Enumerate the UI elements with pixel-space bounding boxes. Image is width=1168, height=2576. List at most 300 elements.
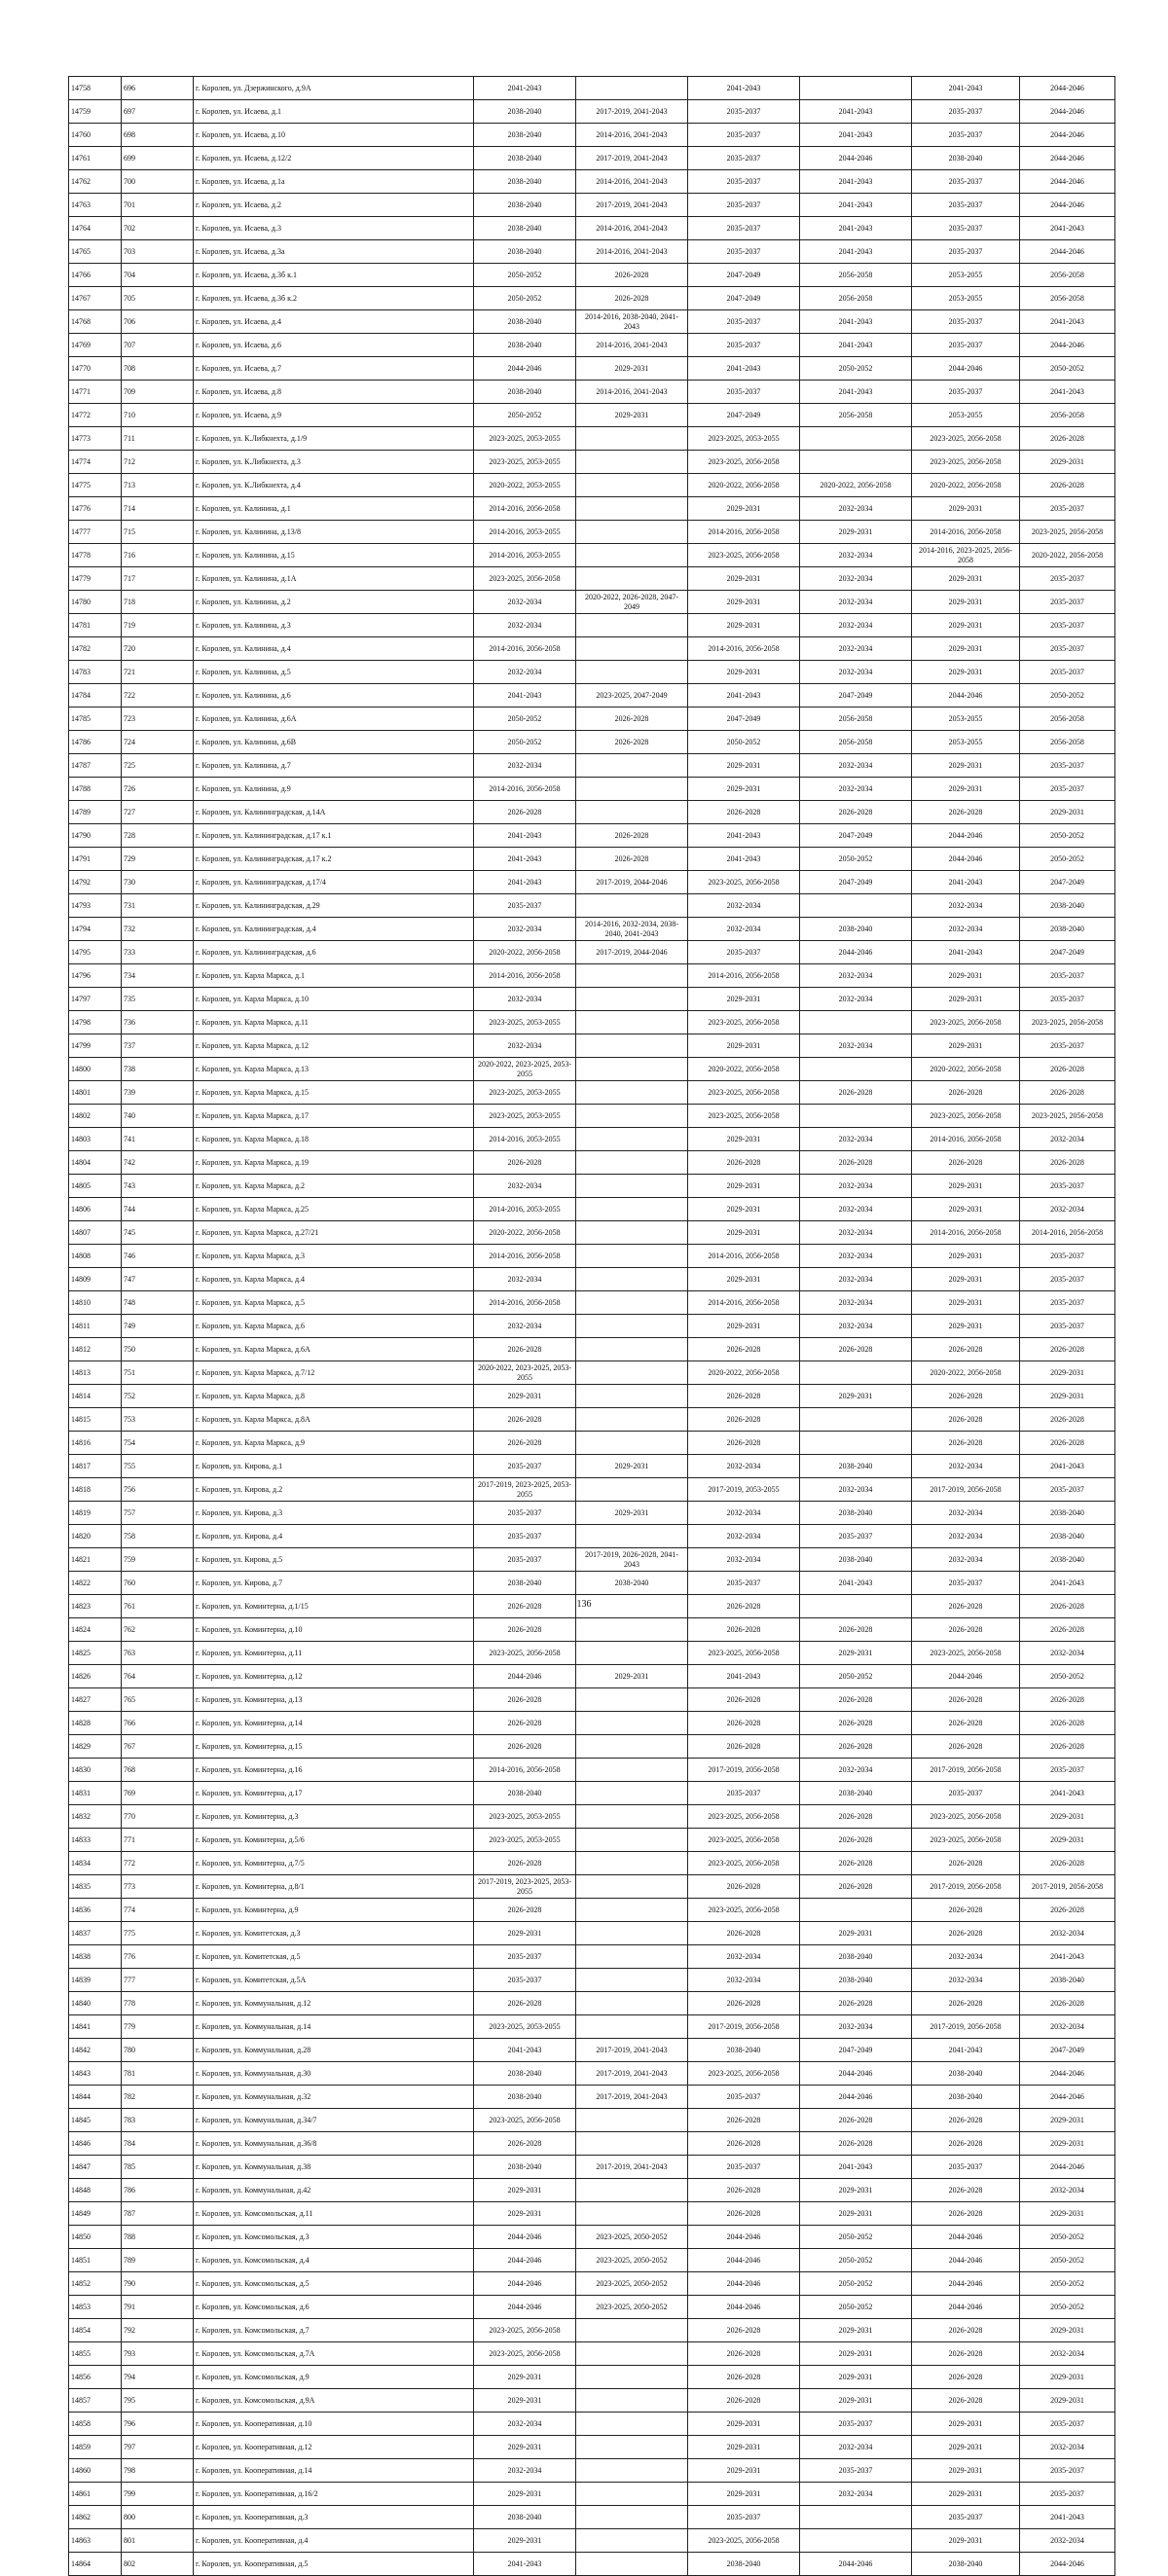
table-cell: 2029-2031 [688, 988, 800, 1011]
table-cell: 2053-2055 [912, 707, 1020, 731]
table-cell: 14768 [69, 310, 122, 334]
table-cell: г. Королев, ул. Комсомольская, д.3 [194, 2226, 474, 2249]
table-cell [576, 544, 688, 567]
table-cell: 2026-2028 [800, 1338, 912, 1361]
table-cell: 742 [122, 1151, 194, 1175]
table-cell: 2014-2016, 2056-2058 [912, 1128, 1020, 1151]
table-cell: 2032-2034 [912, 894, 1020, 918]
table-cell: 2044-2046 [1020, 100, 1115, 124]
table-cell: 2029-2031 [1020, 1805, 1115, 1829]
table-cell: г. Королев, ул. Карла Маркса, д.6 [194, 1315, 474, 1338]
table-row [69, 2319, 1115, 2342]
table-cell: 2026-2028 [1020, 474, 1115, 497]
table-cell: 2029-2031 [474, 2202, 576, 2226]
table-cell: 2026-2028 [688, 1688, 800, 1712]
table-cell: 2026-2028 [688, 1922, 800, 1945]
table-row [69, 824, 1115, 848]
table-cell: 2056-2058 [800, 264, 912, 287]
table-cell: 2029-2031 [1020, 1361, 1115, 1385]
table-cell: 2029-2031 [688, 1175, 800, 1198]
table-cell [800, 894, 912, 918]
table-cell: 2044-2046 [800, 2553, 912, 2576]
table-cell: 2023-2025, 2056-2058 [688, 2062, 800, 2086]
table-cell: 759 [122, 1548, 194, 1572]
table-cell: 2020-2022, 2056-2058 [912, 1361, 1020, 1385]
table-cell: 2041-2043 [1020, 1782, 1115, 1805]
table-cell [576, 2436, 688, 2459]
table-cell: 2029-2031 [474, 2483, 576, 2506]
table-cell [576, 1175, 688, 1198]
table-cell: 14766 [69, 264, 122, 287]
table-cell: 2047-2049 [1020, 871, 1115, 894]
table-cell: 14858 [69, 2413, 122, 2436]
table-cell: 2029-2031 [688, 567, 800, 591]
table-cell: 2014-2016, 2038-2040, 2041-2043 [576, 310, 688, 334]
table-cell: 2029-2031 [688, 2483, 800, 2506]
table-cell [576, 1432, 688, 1455]
table-row [69, 1268, 1115, 1291]
table-cell [800, 1011, 912, 1034]
table-cell: 2035-2037 [688, 1572, 800, 1595]
table-cell [800, 1432, 912, 1455]
table-cell: 2041-2043 [474, 2553, 576, 2576]
table-cell: 2029-2031 [688, 1128, 800, 1151]
table-cell: 14811 [69, 1315, 122, 1338]
table-cell: 14780 [69, 591, 122, 614]
table-cell: 2044-2046 [474, 357, 576, 381]
table-cell: 14861 [69, 2483, 122, 2506]
table-cell: 2026-2028 [1020, 1735, 1115, 1759]
table-cell: 2023-2025, 2056-2058 [688, 871, 800, 894]
table-cell: 2056-2058 [800, 707, 912, 731]
table-cell: 744 [122, 1198, 194, 1221]
table-cell: 696 [122, 77, 194, 100]
table-cell: 2041-2043 [800, 217, 912, 240]
table-cell: 2029-2031 [912, 497, 1020, 521]
table-cell: 14788 [69, 778, 122, 801]
table-cell: 2029-2031 [688, 1315, 800, 1338]
table-cell: 2026-2028 [800, 1992, 912, 2015]
table-cell [576, 2202, 688, 2226]
table-cell: 2026-2028 [800, 801, 912, 824]
table-cell: 2050-2052 [1020, 357, 1115, 381]
table-cell: 2014-2016, 2023-2025, 2056-2058 [912, 544, 1020, 567]
table-cell: г. Королев, ул. Карла Маркса, д.27/21 [194, 1221, 474, 1245]
table-cell: 782 [122, 2086, 194, 2109]
table-cell: 2020-2022, 2056-2058 [688, 1361, 800, 1385]
table-cell: 2026-2028 [912, 1688, 1020, 1712]
table-cell: 2041-2043 [1020, 1945, 1115, 1969]
table-cell: г. Королев, ул. Кооперативная, д.3 [194, 2506, 474, 2529]
table-cell: г. Королев, ул. Исаева, д.4 [194, 310, 474, 334]
table-cell: 731 [122, 894, 194, 918]
table-cell: 2029-2031 [800, 1642, 912, 1665]
table-cell [576, 1759, 688, 1782]
table-cell: 2035-2037 [912, 1572, 1020, 1595]
table-cell: 2038-2040 [1020, 1525, 1115, 1548]
table-cell: г. Королев, ул. Коммунальная, д.12 [194, 1992, 474, 2015]
table-cell: г. Королев, ул. Калинина, д.1А [194, 567, 474, 591]
table-cell: 2026-2028 [912, 1735, 1020, 1759]
table-cell: 2044-2046 [474, 2272, 576, 2296]
table-row [69, 731, 1115, 754]
table-cell: 14763 [69, 194, 122, 217]
table-cell: 2041-2043 [800, 334, 912, 357]
table-cell: 2035-2037 [1020, 591, 1115, 614]
table-cell: г. Королев, ул. Коминтерна, д.8/1 [194, 1875, 474, 1899]
table-cell: 2023-2025, 2053-2055 [474, 451, 576, 474]
table-cell: 2029-2031 [474, 2436, 576, 2459]
table-cell: г. Королев, ул. Исаева, д.7 [194, 357, 474, 381]
table-cell [576, 2366, 688, 2389]
table-cell [800, 1408, 912, 1432]
table-cell: 2023-2025, 2053-2055 [474, 1105, 576, 1128]
table-cell: г. Королев, ул. Кирова, д.3 [194, 1502, 474, 1525]
table-cell: 14771 [69, 381, 122, 404]
table-cell: 14846 [69, 2132, 122, 2156]
table-cell: 2044-2046 [474, 1665, 576, 1688]
table-cell: 2029-2031 [800, 1922, 912, 1945]
table-cell: 768 [122, 1759, 194, 1782]
table-cell: 2020-2022, 2053-2055 [474, 474, 576, 497]
table-row [69, 1875, 1115, 1899]
table-cell: 2044-2046 [912, 848, 1020, 871]
table-cell: 2047-2049 [688, 264, 800, 287]
table-cell: г. Королев, ул. Калинина, д.7 [194, 754, 474, 778]
table-cell [576, 1875, 688, 1899]
table-cell: 2050-2052 [1020, 2296, 1115, 2319]
table-cell: 2026-2028 [800, 1829, 912, 1852]
table-cell: 2026-2028 [1020, 1618, 1115, 1642]
table-cell: 2032-2034 [474, 754, 576, 778]
table-cell: 14863 [69, 2529, 122, 2553]
table-cell: 2032-2034 [688, 1945, 800, 1969]
table-cell: 2032-2034 [688, 918, 800, 941]
table-cell: 2026-2028 [474, 2132, 576, 2156]
table-row [69, 1665, 1115, 1688]
table-cell: 778 [122, 1992, 194, 2015]
table-cell: г. Королев, ул. Калинина, д.3 [194, 614, 474, 637]
table-row [69, 2553, 1115, 2576]
table-cell: 2041-2043 [800, 194, 912, 217]
table-cell: 14809 [69, 1268, 122, 1291]
table-cell: 2029-2031 [688, 1221, 800, 1245]
table-cell: 2032-2034 [474, 918, 576, 941]
table-cell: 2032-2034 [800, 1759, 912, 1782]
table-cell: 2038-2040 [474, 381, 576, 404]
table-cell: 2044-2046 [800, 2086, 912, 2109]
table-cell: 2038-2040 [474, 2062, 576, 2086]
table-cell: 2044-2046 [912, 2226, 1020, 2249]
table-cell [576, 2413, 688, 2436]
table-cell: 2035-2037 [688, 240, 800, 264]
table-cell: 2035-2037 [800, 1525, 912, 1548]
table-cell: 796 [122, 2413, 194, 2436]
table-cell: 2023-2025, 2050-2052 [576, 2249, 688, 2272]
table-cell: 14802 [69, 1105, 122, 1128]
table-row [69, 988, 1115, 1011]
table-cell: 713 [122, 474, 194, 497]
table-cell: 2032-2034 [800, 1221, 912, 1245]
table-cell: 2032-2034 [474, 661, 576, 684]
table-cell: 2026-2028 [688, 2179, 800, 2202]
table-cell: 802 [122, 2553, 194, 2576]
table-cell: 746 [122, 1245, 194, 1268]
table-cell: г. Королев, ул. Кооперативная, д.14 [194, 2459, 474, 2483]
table-cell: 2035-2037 [474, 1548, 576, 1572]
table-cell: 753 [122, 1408, 194, 1432]
table-cell: 2041-2043 [800, 124, 912, 147]
table-cell: 14852 [69, 2272, 122, 2296]
table-cell: 2041-2043 [1020, 1572, 1115, 1595]
table-cell [576, 964, 688, 988]
table-cell: г. Королев, ул. Коммунальная, д.34/7 [194, 2109, 474, 2132]
table-cell [576, 2506, 688, 2529]
table-cell: 783 [122, 2109, 194, 2132]
table-cell: 14814 [69, 1385, 122, 1408]
table-row [69, 334, 1115, 357]
table-cell: 2023-2025, 2056-2058 [474, 2109, 576, 2132]
table-cell: 2029-2031 [912, 591, 1020, 614]
table-cell: 14782 [69, 637, 122, 661]
table-cell: 2038-2040 [912, 2086, 1020, 2109]
table-cell: 2023-2025, 2056-2058 [474, 567, 576, 591]
table-cell: 2035-2037 [1020, 754, 1115, 778]
table-cell: 2023-2025, 2056-2058 [1020, 521, 1115, 544]
table-cell: 2029-2031 [474, 2389, 576, 2413]
table-cell: 2032-2034 [800, 637, 912, 661]
table-cell: г. Королев, ул. Калинина, д.6В [194, 731, 474, 754]
table-cell: 2032-2034 [800, 1128, 912, 1151]
table-cell: 700 [122, 170, 194, 194]
table-cell: 2029-2031 [912, 637, 1020, 661]
table-cell: 2014-2016, 2056-2058 [688, 1245, 800, 1268]
table-cell: г. Королев, ул. Коминтерна, д.5/6 [194, 1829, 474, 1852]
table-cell: 2047-2049 [800, 824, 912, 848]
table-cell: 14803 [69, 1128, 122, 1151]
table-cell: г. Королев, ул. Коминтерна, д.10 [194, 1618, 474, 1642]
table-cell: 2044-2046 [1020, 147, 1115, 170]
table-cell: 705 [122, 287, 194, 310]
table-cell: 14859 [69, 2436, 122, 2459]
table-cell: 740 [122, 1105, 194, 1128]
table-cell: 2026-2028 [912, 1081, 1020, 1105]
table-cell: г. Королев, ул. Кирова, д.1 [194, 1455, 474, 1478]
table-cell: 787 [122, 2202, 194, 2226]
table-cell: 2023-2025, 2053-2055 [474, 1829, 576, 1852]
table-cell: 14845 [69, 2109, 122, 2132]
table-cell: г. Королев, ул. Коммунальная, д.42 [194, 2179, 474, 2202]
table-cell: 14851 [69, 2249, 122, 2272]
table-cell: 2026-2028 [576, 287, 688, 310]
table-cell: 2026-2028 [576, 731, 688, 754]
table-cell: 14838 [69, 1945, 122, 1969]
table-cell: 2029-2031 [800, 2342, 912, 2366]
table-cell: г. Королев, ул. Коминтерна, д.15 [194, 1735, 474, 1759]
table-cell [576, 521, 688, 544]
table-cell: г. Королев, ул. Карла Маркса, д.6А [194, 1338, 474, 1361]
table-cell: 2044-2046 [474, 2249, 576, 2272]
table-cell: г. Королев, ул. Калинина, д.4 [194, 637, 474, 661]
table-cell: 739 [122, 1081, 194, 1105]
table-cell: 2026-2028 [1020, 1595, 1115, 1618]
table-cell: 2032-2034 [688, 1455, 800, 1478]
table-cell: 2038-2040 [474, 170, 576, 194]
table-cell: 703 [122, 240, 194, 264]
table-cell: 779 [122, 2015, 194, 2039]
table-cell: 2026-2028 [1020, 1338, 1115, 1361]
table-cell: 14835 [69, 1875, 122, 1899]
table-cell: 2032-2034 [1020, 2342, 1115, 2366]
table-cell: 2050-2052 [474, 404, 576, 427]
table-cell: 2017-2019, 2056-2058 [912, 1875, 1020, 1899]
table-cell: 2038-2040 [474, 124, 576, 147]
table-cell: 2038-2040 [1020, 1548, 1115, 1572]
table-cell: 2026-2028 [912, 2366, 1020, 2389]
table-cell [576, 1735, 688, 1759]
table-cell: 2017-2019, 2053-2055 [688, 1478, 800, 1502]
table-cell: г. Королев, ул. Калинина, д.13/8 [194, 521, 474, 544]
table-cell: 2014-2016, 2056-2058 [912, 1221, 1020, 1245]
table-cell: 792 [122, 2319, 194, 2342]
table-cell: 2029-2031 [688, 2436, 800, 2459]
table-cell: 2026-2028 [912, 1338, 1020, 1361]
table-cell: 14796 [69, 964, 122, 988]
table-cell: 2041-2043 [912, 2039, 1020, 2062]
table-cell: 2041-2043 [800, 240, 912, 264]
table-cell: г. Королев, ул. Калинина, д.5 [194, 661, 474, 684]
table-cell: 752 [122, 1385, 194, 1408]
table-cell: 2041-2043 [474, 848, 576, 871]
table-cell: 2035-2037 [912, 2156, 1020, 2179]
table-cell: 2026-2028 [1020, 1408, 1115, 1432]
table-cell: 2050-2052 [800, 2249, 912, 2272]
table-cell: 2029-2031 [688, 497, 800, 521]
table-cell: 2020-2022, 2023-2025, 2053-2055 [474, 1361, 576, 1385]
table-row [69, 194, 1115, 217]
table-cell: 2026-2028 [688, 1712, 800, 1735]
table-row [69, 754, 1115, 778]
table-cell: 2032-2034 [800, 2015, 912, 2039]
table-cell: 2026-2028 [800, 2109, 912, 2132]
table-cell: 2017-2019, 2044-2046 [576, 871, 688, 894]
table-cell: 2029-2031 [688, 778, 800, 801]
table-cell: 2023-2025, 2056-2058 [688, 451, 800, 474]
table-cell: 2029-2031 [1020, 2366, 1115, 2389]
table-cell [576, 2342, 688, 2366]
table-row [69, 2132, 1115, 2156]
table-cell: 14857 [69, 2389, 122, 2413]
table-row [69, 544, 1115, 567]
table-cell: 2029-2031 [474, 2366, 576, 2389]
table-cell: 2044-2046 [1020, 124, 1115, 147]
table-cell: 14776 [69, 497, 122, 521]
table-cell: 727 [122, 801, 194, 824]
table-row [69, 1759, 1115, 1782]
table-row [69, 1618, 1115, 1642]
table-cell: г. Королев, ул. Коминтерна, д.7/5 [194, 1852, 474, 1875]
table-cell [576, 1245, 688, 1268]
table-row [69, 2366, 1115, 2389]
table-cell: 2029-2031 [912, 2459, 1020, 2483]
table-cell: 2056-2058 [1020, 287, 1115, 310]
table-cell: 2041-2043 [474, 684, 576, 707]
table-cell: 2044-2046 [912, 2296, 1020, 2319]
table-row [69, 707, 1115, 731]
table-cell: 729 [122, 848, 194, 871]
table-cell: 745 [122, 1221, 194, 1245]
table-cell: 761 [122, 1595, 194, 1618]
table-cell: 2026-2028 [912, 1852, 1020, 1875]
table-cell: 2056-2058 [800, 731, 912, 754]
table-cell: г. Королев, ул. Карла Маркса, д.18 [194, 1128, 474, 1151]
table-cell: 2029-2031 [576, 1455, 688, 1478]
table-cell: 2035-2037 [800, 2459, 912, 2483]
table-cell: г. Королев, ул. Исаева, д.3 [194, 217, 474, 240]
table-cell: 2026-2028 [474, 1432, 576, 1455]
table-cell: 2035-2037 [688, 381, 800, 404]
table-cell: 2017-2019, 2056-2058 [688, 2015, 800, 2039]
table-cell: 2032-2034 [912, 1548, 1020, 1572]
table-cell: 732 [122, 918, 194, 941]
table-cell: 2029-2031 [474, 1385, 576, 1408]
table-cell: 2020-2022, 2056-2058 [688, 1058, 800, 1081]
table-cell: 772 [122, 1852, 194, 1875]
table-row [69, 2086, 1115, 2109]
table-cell: 2044-2046 [800, 2062, 912, 2086]
table-row [69, 848, 1115, 871]
table-cell: 2029-2031 [1020, 2389, 1115, 2413]
table-cell: 714 [122, 497, 194, 521]
table-cell: 2026-2028 [474, 1688, 576, 1712]
table-cell: 2047-2049 [800, 684, 912, 707]
table-row [69, 2249, 1115, 2272]
table-cell: 2023-2025, 2056-2058 [688, 1852, 800, 1875]
table-cell: 797 [122, 2436, 194, 2459]
table-cell: 2035-2037 [912, 124, 1020, 147]
table-cell: 2056-2058 [1020, 731, 1115, 754]
table-cell: 2029-2031 [474, 1922, 576, 1945]
table-cell: 2029-2031 [912, 988, 1020, 1011]
table-cell: 2035-2037 [1020, 778, 1115, 801]
table-cell: 14792 [69, 871, 122, 894]
table-cell: 2026-2028 [912, 801, 1020, 824]
table-row [69, 1221, 1115, 1245]
table-cell: 2026-2028 [800, 1875, 912, 1899]
table-cell [576, 2389, 688, 2413]
table-cell: 2017-2019, 2041-2043 [576, 2062, 688, 2086]
table-cell: 2020-2022, 2056-2058 [688, 474, 800, 497]
table-cell: 2032-2034 [912, 1969, 1020, 1992]
table-cell: 2032-2034 [800, 1175, 912, 1198]
table-row [69, 1385, 1115, 1408]
table-row [69, 2272, 1115, 2296]
table-cell: 14829 [69, 1735, 122, 1759]
table-cell: 2035-2037 [1020, 497, 1115, 521]
table-cell: 2029-2031 [912, 2483, 1020, 2506]
table-cell: 2029-2031 [912, 1034, 1020, 1058]
table-row [69, 1408, 1115, 1432]
table-cell: 2026-2028 [688, 801, 800, 824]
table-cell: 2026-2028 [474, 1408, 576, 1432]
table-row [69, 1922, 1115, 1945]
table-cell: 2026-2028 [912, 2319, 1020, 2342]
table-cell: 707 [122, 334, 194, 357]
table-cell: 2050-2052 [688, 731, 800, 754]
table-cell: 2029-2031 [912, 567, 1020, 591]
table-cell: 2038-2040 [474, 217, 576, 240]
table-cell: 764 [122, 1665, 194, 1688]
